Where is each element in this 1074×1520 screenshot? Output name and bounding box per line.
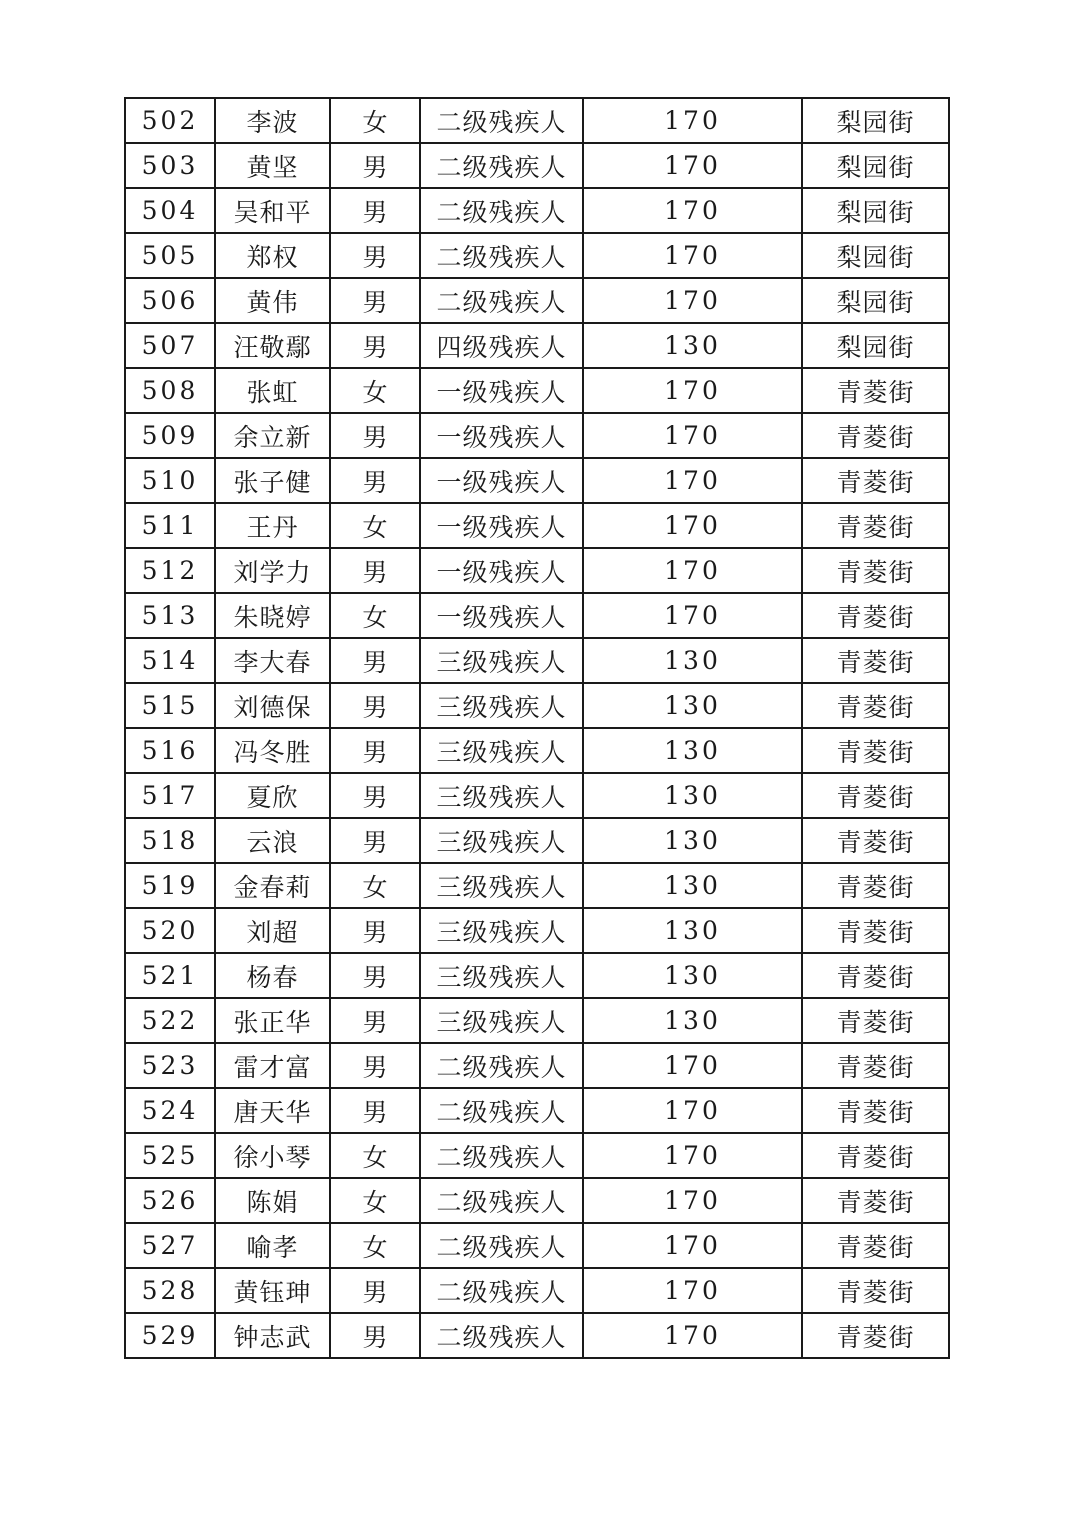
gender-cell: 女 [330, 1133, 420, 1178]
street-cell: 青菱街 [802, 638, 949, 683]
gender-cell: 男 [330, 683, 420, 728]
table-body [125, 98, 949, 1358]
disability-level-cell: 三级残疾人 [420, 683, 583, 728]
name-cell: 黄伟 [215, 278, 330, 323]
serial-number-cell: 522 [125, 998, 215, 1043]
name-cell: 吴和平 [215, 188, 330, 233]
name-cell: 张虹 [215, 368, 330, 413]
gender-cell: 男 [330, 233, 420, 278]
amount-cell: 170 [583, 143, 802, 188]
disability-level-cell: 三级残疾人 [420, 998, 583, 1043]
table-row [125, 1313, 949, 1358]
gender-cell: 女 [330, 368, 420, 413]
table-row [125, 323, 949, 368]
serial-number-cell: 529 [125, 1313, 215, 1358]
gender-cell: 男 [330, 998, 420, 1043]
name-cell: 徐小琴 [215, 1133, 330, 1178]
table-row [125, 458, 949, 503]
disability-level-cell: 二级残疾人 [420, 188, 583, 233]
name-cell: 张子健 [215, 458, 330, 503]
name-cell: 雷才富 [215, 1043, 330, 1088]
street-cell: 梨园街 [802, 323, 949, 368]
table-row [125, 413, 949, 458]
name-cell: 张正华 [215, 998, 330, 1043]
table-row [125, 1223, 949, 1268]
serial-number-cell: 518 [125, 818, 215, 863]
street-cell: 青菱街 [802, 1133, 949, 1178]
amount-cell: 170 [583, 1088, 802, 1133]
serial-number-cell: 515 [125, 683, 215, 728]
disability-level-cell: 二级残疾人 [420, 1223, 583, 1268]
disability-level-cell: 三级残疾人 [420, 908, 583, 953]
amount-cell: 170 [583, 1223, 802, 1268]
amount-cell: 170 [583, 98, 802, 143]
amount-cell: 130 [583, 323, 802, 368]
amount-cell: 170 [583, 368, 802, 413]
street-cell: 青菱街 [802, 1088, 949, 1133]
amount-cell: 130 [583, 683, 802, 728]
serial-number-cell: 516 [125, 728, 215, 773]
serial-number-cell: 528 [125, 1268, 215, 1313]
amount-cell: 130 [583, 818, 802, 863]
gender-cell: 男 [330, 413, 420, 458]
serial-number-cell: 520 [125, 908, 215, 953]
street-cell: 青菱街 [802, 368, 949, 413]
amount-cell: 130 [583, 728, 802, 773]
disability-level-cell: 二级残疾人 [420, 1043, 583, 1088]
street-cell: 青菱街 [802, 548, 949, 593]
gender-cell: 男 [330, 1043, 420, 1088]
amount-cell: 130 [583, 953, 802, 998]
street-cell: 青菱街 [802, 818, 949, 863]
name-cell: 郑权 [215, 233, 330, 278]
serial-number-cell: 504 [125, 188, 215, 233]
serial-number-cell: 512 [125, 548, 215, 593]
name-cell: 余立新 [215, 413, 330, 458]
amount-cell: 170 [583, 503, 802, 548]
street-cell: 青菱街 [802, 998, 949, 1043]
table-row [125, 1043, 949, 1088]
amount-cell: 130 [583, 998, 802, 1043]
amount-cell: 170 [583, 1178, 802, 1223]
serial-number-cell: 503 [125, 143, 215, 188]
name-cell: 钟志武 [215, 1313, 330, 1358]
street-cell: 青菱街 [802, 1268, 949, 1313]
disability-level-cell: 三级残疾人 [420, 953, 583, 998]
table-row [125, 503, 949, 548]
serial-number-cell: 526 [125, 1178, 215, 1223]
serial-number-cell: 521 [125, 953, 215, 998]
street-cell: 青菱街 [802, 1178, 949, 1223]
street-cell: 青菱街 [802, 683, 949, 728]
amount-cell: 130 [583, 773, 802, 818]
street-cell: 青菱街 [802, 908, 949, 953]
amount-cell: 130 [583, 863, 802, 908]
street-cell: 梨园街 [802, 278, 949, 323]
table-row [125, 188, 949, 233]
serial-number-cell: 519 [125, 863, 215, 908]
amount-cell: 170 [583, 1313, 802, 1358]
gender-cell: 女 [330, 1223, 420, 1268]
street-cell: 青菱街 [802, 593, 949, 638]
serial-number-cell: 509 [125, 413, 215, 458]
disability-level-cell: 一级残疾人 [420, 593, 583, 638]
table-row [125, 1133, 949, 1178]
serial-number-cell: 527 [125, 1223, 215, 1268]
disability-level-cell: 一级残疾人 [420, 413, 583, 458]
disability-level-cell: 二级残疾人 [420, 278, 583, 323]
table-row [125, 863, 949, 908]
table-row [125, 728, 949, 773]
gender-cell: 男 [330, 638, 420, 683]
table-row [125, 143, 949, 188]
street-cell: 青菱街 [802, 863, 949, 908]
table-row [125, 368, 949, 413]
gender-cell: 男 [330, 278, 420, 323]
table-row [125, 278, 949, 323]
disability-level-cell: 一级残疾人 [420, 548, 583, 593]
name-cell: 汪敬鄢 [215, 323, 330, 368]
serial-number-cell: 525 [125, 1133, 215, 1178]
gender-cell: 男 [330, 323, 420, 368]
name-cell: 黄坚 [215, 143, 330, 188]
street-cell: 青菱街 [802, 413, 949, 458]
serial-number-cell: 507 [125, 323, 215, 368]
gender-cell: 女 [330, 503, 420, 548]
street-cell: 青菱街 [802, 1313, 949, 1358]
gender-cell: 男 [330, 908, 420, 953]
serial-number-cell: 508 [125, 368, 215, 413]
gender-cell: 男 [330, 548, 420, 593]
serial-number-cell: 511 [125, 503, 215, 548]
disability-level-cell: 三级残疾人 [420, 863, 583, 908]
disability-level-cell: 二级残疾人 [420, 1313, 583, 1358]
disability-level-cell: 三级残疾人 [420, 638, 583, 683]
table-row [125, 773, 949, 818]
amount-cell: 170 [583, 593, 802, 638]
serial-number-cell: 502 [125, 98, 215, 143]
amount-cell: 170 [583, 413, 802, 458]
amount-cell: 170 [583, 278, 802, 323]
disability-level-cell: 一级残疾人 [420, 458, 583, 503]
disability-level-cell: 四级残疾人 [420, 323, 583, 368]
amount-cell: 170 [583, 1133, 802, 1178]
amount-cell: 170 [583, 188, 802, 233]
street-cell: 青菱街 [802, 953, 949, 998]
street-cell: 梨园街 [802, 188, 949, 233]
table-row [125, 638, 949, 683]
street-cell: 青菱街 [802, 773, 949, 818]
gender-cell: 男 [330, 1088, 420, 1133]
name-cell: 金春莉 [215, 863, 330, 908]
amount-cell: 170 [583, 548, 802, 593]
name-cell: 刘超 [215, 908, 330, 953]
amount-cell: 170 [583, 458, 802, 503]
table-row [125, 683, 949, 728]
serial-number-cell: 505 [125, 233, 215, 278]
street-cell: 梨园街 [802, 98, 949, 143]
gender-cell: 男 [330, 143, 420, 188]
disability-level-cell: 二级残疾人 [420, 1133, 583, 1178]
name-cell: 云浪 [215, 818, 330, 863]
table-row [125, 1268, 949, 1313]
serial-number-cell: 513 [125, 593, 215, 638]
name-cell: 刘学力 [215, 548, 330, 593]
gender-cell: 男 [330, 818, 420, 863]
table-row [125, 818, 949, 863]
table-row [125, 593, 949, 638]
disability-level-cell: 二级残疾人 [420, 1178, 583, 1223]
street-cell: 青菱街 [802, 728, 949, 773]
disability-level-cell: 一级残疾人 [420, 368, 583, 413]
gender-cell: 男 [330, 188, 420, 233]
disability-level-cell: 二级残疾人 [420, 1268, 583, 1313]
street-cell: 青菱街 [802, 1223, 949, 1268]
name-cell: 冯冬胜 [215, 728, 330, 773]
street-cell: 青菱街 [802, 458, 949, 503]
table-row [125, 998, 949, 1043]
street-cell: 青菱街 [802, 1043, 949, 1088]
disability-level-cell: 二级残疾人 [420, 98, 583, 143]
name-cell: 王丹 [215, 503, 330, 548]
amount-cell: 130 [583, 638, 802, 683]
name-cell: 夏欣 [215, 773, 330, 818]
street-cell: 梨园街 [802, 233, 949, 278]
gender-cell: 女 [330, 593, 420, 638]
disability-level-cell: 二级残疾人 [420, 1088, 583, 1133]
disability-level-cell: 一级残疾人 [420, 503, 583, 548]
disability-level-cell: 三级残疾人 [420, 728, 583, 773]
name-cell: 刘德保 [215, 683, 330, 728]
serial-number-cell: 517 [125, 773, 215, 818]
table-row [125, 548, 949, 593]
serial-number-cell: 514 [125, 638, 215, 683]
amount-cell: 130 [583, 908, 802, 953]
name-cell: 朱晓婷 [215, 593, 330, 638]
gender-cell: 男 [330, 1268, 420, 1313]
amount-cell: 170 [583, 1268, 802, 1313]
disability-level-cell: 二级残疾人 [420, 233, 583, 278]
table-row [125, 98, 949, 143]
disability-level-cell: 三级残疾人 [420, 773, 583, 818]
gender-cell: 男 [330, 728, 420, 773]
table-row [125, 908, 949, 953]
street-cell: 青菱街 [802, 503, 949, 548]
gender-cell: 男 [330, 458, 420, 503]
table-row [125, 233, 949, 278]
gender-cell: 男 [330, 953, 420, 998]
name-cell: 李波 [215, 98, 330, 143]
disability-level-cell: 二级残疾人 [420, 143, 583, 188]
name-cell: 喻孝 [215, 1223, 330, 1268]
table-row [125, 1088, 949, 1133]
gender-cell: 男 [330, 1313, 420, 1358]
name-cell: 黄钰珅 [215, 1268, 330, 1313]
name-cell: 唐天华 [215, 1088, 330, 1133]
street-cell: 梨园街 [802, 143, 949, 188]
name-cell: 陈娟 [215, 1178, 330, 1223]
gender-cell: 女 [330, 1178, 420, 1223]
disability-subsidy-table [124, 97, 950, 1359]
name-cell: 李大春 [215, 638, 330, 683]
table-row [125, 1178, 949, 1223]
amount-cell: 170 [583, 1043, 802, 1088]
gender-cell: 女 [330, 98, 420, 143]
name-cell: 杨春 [215, 953, 330, 998]
gender-cell: 女 [330, 863, 420, 908]
serial-number-cell: 510 [125, 458, 215, 503]
table-row [125, 953, 949, 998]
serial-number-cell: 523 [125, 1043, 215, 1088]
serial-number-cell: 506 [125, 278, 215, 323]
amount-cell: 170 [583, 233, 802, 278]
disability-level-cell: 三级残疾人 [420, 818, 583, 863]
serial-number-cell: 524 [125, 1088, 215, 1133]
gender-cell: 男 [330, 773, 420, 818]
